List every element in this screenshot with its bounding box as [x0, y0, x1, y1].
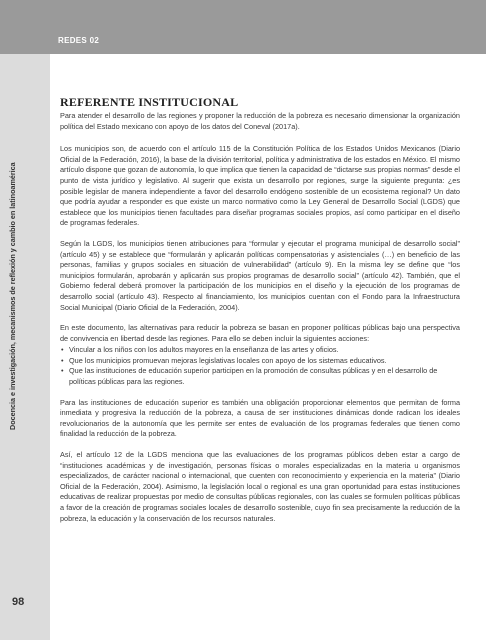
paragraph-instituciones: Para las instituciones de educación superior es también una obligación proporcionar elementos que permitan de forma inmediata y progresiva la reducción de la pobreza, a causa de ser instituciones dinámicas donde radican los ideales revolucionarios de la autonomía que les permite ser entes de evaluación de los programas federales que tienen como finalidad la reducción de la pobreza. [60, 397, 460, 439]
main-content [60, 95, 460, 534]
list-item: • Vincular a los niños con los adultos mayores en la enseñanza de las artes y oficios. [61, 345, 339, 355]
bullet-icon: • [61, 345, 64, 355]
paragraph-alternativas: En este documento, las alternativas para reducir la pobreza se basan en proponer políticas públicas bajo una perspectiva de convivencia en libertad desde las regiones. Para ello se deben incluir la siguientes acciones: [60, 323, 460, 343]
list-item: • Que los municipios promuevan mejoras legislativas locales con apoyo de los sistemas educativos. [61, 355, 387, 365]
vertical-book-title: Docencia e investigación, mecanismos de reflexión y cambio en latinoamérica [8, 162, 17, 430]
section-heading: REFERENTE INSTITUCIONAL [60, 95, 239, 109]
bullet-icon: • [61, 355, 64, 365]
running-header: REDES 02 [58, 36, 100, 45]
list-item: • Que las instituciones de educación superior participen en la promoción de consultas públicas y en el desarrollo de políticas públicas para las regiones. [61, 366, 438, 387]
paragraph-articulo-12: Así, el artículo 12 de la LGDS menciona que las evaluaciones de los programas públicos deben estar a cargo de “instituciones académicas y de investigación, personas físicas o morales especializadas en la materia u organismos especializados, de carácter nacional o internacional, que cuenten con reconocimiento y experiencia en la materia” (Diario Oficial de la Federación, 2004). Asimismo, la legislación local o regional es una gran oportunidad para estas instituciones educativas de realizar propuestas por medio de consultas públicas regionales, con las cuales se formulen políticas públicas a favor de la creación de programas sociales locales de desarrollo sostenible, cuyo fin sea precisamente la reducción de la pobreza, la educación y la conservación de los recursos naturales. [60, 450, 460, 523]
actions-list [60, 345, 460, 387]
paragraph-municipios: Los municipios son, de acuerdo con el artículo 115 de la Constitución Política de los Estados Unidos Mexicanos (Diario Oficial de la Federación, 2016), la base de la división territorial, política y administrativa de los estados en México. El mismo artículo dispone que gozan de autonomía, lo que implica que tienen la capacidad de “dictarse sus propias normas” desde el punto de vista jurídico y legislativo. Al sugerir que exista un desarrollo por regiones, surge la siguiente pregunta: ¿es posible legislar de manera independiente a favor del desarrollo endógeno sostenible de un ecosistema regional? Un dato que podría ayudar a responder es que existe un marco normativo como la Ley General de Desarrollo Social (LGDS) que establece que los municipios tienen facultades para diseñar programas sociales propios, así como participar en el diseño de programas federales. [60, 144, 460, 228]
page-number: 98 [12, 596, 25, 608]
intro-paragraph: Para atender el desarrollo de las regiones y proponer la reducción de la pobreza es necesario dimensionar la organización política del Estado mexicano con apoyo de los datos del Coneval (2017a). [60, 111, 460, 131]
paragraph-lgds: Según la LGDS, los municipios tienen atribuciones para “formular y ejecutar el programa municipal de desarrollo social” (artículo 45) y se establece que “formularán y aplicarán políticas compensatorias y asistenciales (…) en beneficio de las personas, familias y grupos sociales en situación de vulnerabilidad” (artículo 9). En la misma ley se define que “los municipios formularán, aprobarán y aplicarán sus propios programas de desarrollo social” (artículo 42). También, que el Gobierno federal deberá promover la participación de los municipios en el diseño y la ejecución de los programas de desarrollo social (artículo 43). Respecto al financiamiento, los municipios cuentan con el Fondo para la Infraestructura Social Municipal (Diario Oficial de la Federación, 2004). [60, 238, 460, 312]
header-band [0, 0, 486, 54]
bullet-icon: • [61, 366, 64, 376]
